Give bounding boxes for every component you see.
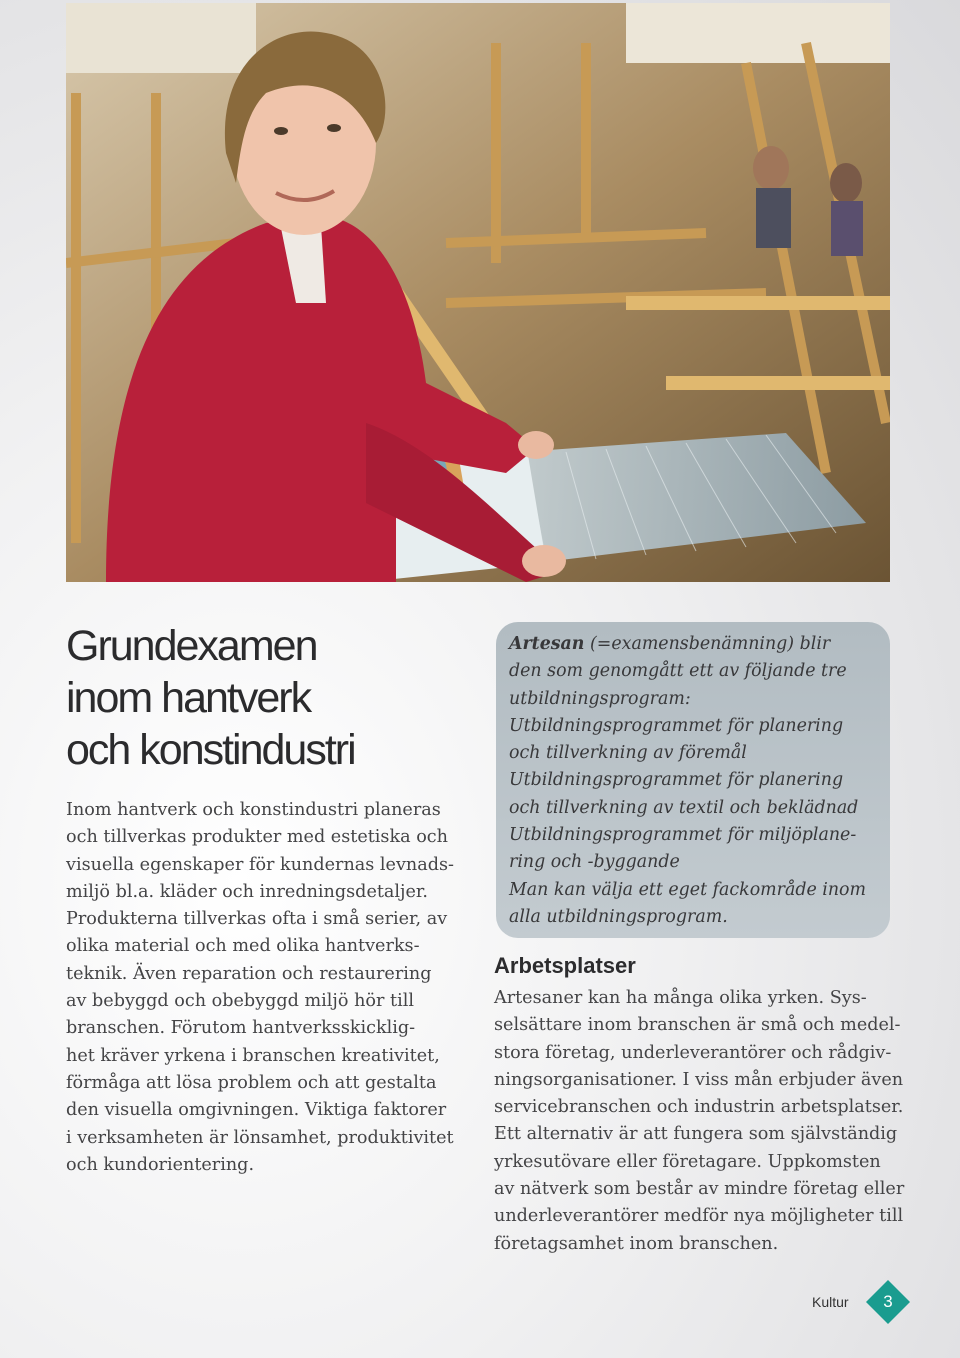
text-line: av nätverk som består av mindre företag eller xyxy=(494,1179,905,1200)
text-line: visuella egenskaper för kundernas levnads- xyxy=(66,854,454,875)
text-line: selsättare inom branschen är små och medel- xyxy=(494,1015,901,1036)
text-line: servicebranschen och industrin arbetsplatser. xyxy=(494,1097,904,1118)
info-line: alla utbildningsprogram. xyxy=(509,906,728,927)
title-line: och konstindustri xyxy=(66,726,355,774)
info-line: och tillverkning av föremål xyxy=(509,743,747,764)
text-line: het kräver yrkena i branschen kreativitet, xyxy=(66,1045,440,1066)
info-box-text xyxy=(509,631,889,931)
info-box-first-rest: (=examensbenämning) blir xyxy=(584,634,831,654)
text-line: företagsamhet inom branschen. xyxy=(494,1233,779,1254)
text-line: i verksamheten är lönsamhet, produktivitet xyxy=(66,1127,454,1148)
text-line: av bebyggd och obebyggd miljö hör till xyxy=(66,991,414,1012)
page-title xyxy=(66,620,486,776)
title-line: inom hantverk xyxy=(66,674,311,722)
text-line: miljö bl.a. kläder och inredningsdetaljer. xyxy=(66,881,428,902)
text-line: underleverantörer medför nya möjligheter till xyxy=(494,1206,904,1227)
info-line: Utbildningsprogrammet för planering xyxy=(509,715,844,736)
info-line: den som genomgått ett av följande tre xyxy=(509,661,847,682)
text-line: olika material och med olika hantverks- xyxy=(66,936,420,957)
text-line: och tillverkas produkter med estetiska och xyxy=(66,827,448,848)
info-line: Utbildningsprogrammet för miljöplane- xyxy=(509,825,857,846)
info-line: utbildningsprogram: xyxy=(509,688,691,709)
text-line: ningsorganisationer. I viss mån erbjuder även xyxy=(494,1069,904,1090)
info-box-term: Artesan xyxy=(509,634,585,654)
page-number: 3 xyxy=(883,1292,893,1311)
info-line: och tillverkning av textil och beklädnad xyxy=(509,797,859,818)
text-line: branschen. Förutom hantverksskicklig- xyxy=(66,1018,416,1039)
info-line: Utbildningsprogrammet för planering xyxy=(509,770,844,791)
text-line: teknik. Även reparation och restaurering xyxy=(66,963,432,984)
intro-paragraph xyxy=(66,797,466,1179)
title-line: Grundexamen xyxy=(66,622,317,670)
footer-section-label: Kultur xyxy=(812,1294,849,1310)
text-line: Produkterna tillverkas ofta i små serier, av xyxy=(66,909,448,930)
text-line: den visuella omgivningen. Viktiga faktorer xyxy=(66,1100,447,1121)
text-line: förmåga att lösa problem och att gestalta xyxy=(66,1072,437,1093)
section-paragraph xyxy=(494,985,905,1258)
text-line: Inom hantverk och konstindustri planeras xyxy=(66,800,441,820)
section-heading: Arbetsplatser xyxy=(494,953,636,978)
text-line: och kundorientering. xyxy=(66,1154,255,1175)
info-line: Man kan välja ett eget fackområde inom xyxy=(509,879,867,900)
text-line: Artesaner kan ha många olika yrken. Sys- xyxy=(494,988,867,1008)
info-box-first-line xyxy=(509,631,889,658)
weaving-photo-illustration xyxy=(66,3,890,582)
hero-photo xyxy=(66,3,890,582)
text-line: stora företag, underleverantörer och rådgiv- xyxy=(494,1042,892,1063)
text-line: yrkesutövare eller företagare. Uppkomsten xyxy=(494,1151,881,1172)
text-line: Ett alternativ är att fungera som självständig xyxy=(494,1124,898,1145)
info-line: ring och -byggande xyxy=(509,852,680,873)
